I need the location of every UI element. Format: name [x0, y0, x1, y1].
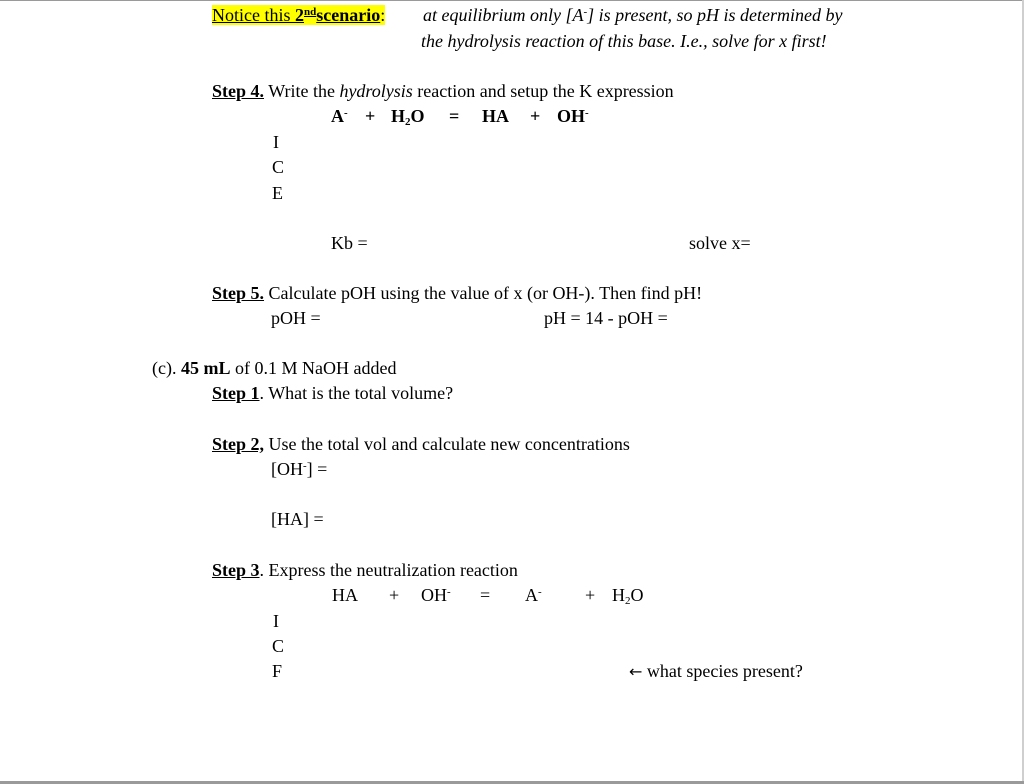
step4-label: Step 4. — [212, 81, 265, 101]
step2-oh-pre: [OH — [271, 459, 303, 479]
notice-line-1-sup: - — [583, 6, 588, 18]
step3-eq-plus-1: + — [389, 585, 400, 605]
notice-line-1-pre: at equilibrium only [A — [423, 5, 584, 25]
step4-heading — [212, 80, 674, 102]
notice-heading — [212, 4, 385, 26]
step5-heading — [212, 282, 702, 304]
step4-eq-oh-text: OH — [557, 106, 586, 126]
step4-eq-h2o-sub: 2 — [405, 116, 411, 128]
step3-heading — [212, 559, 518, 581]
step2-ha: [HA] = — [271, 509, 324, 529]
part-c-heading — [152, 357, 396, 379]
step4-text-italic: hydrolysis — [339, 81, 413, 101]
notice-ordinal: 2 — [295, 5, 304, 25]
step2-text: Use the total vol and calculate new concentrations — [264, 434, 630, 454]
step3-eq-ha: HA — [332, 585, 358, 605]
step3-icf-f: F — [272, 661, 283, 681]
step3-question: what species present? — [642, 661, 803, 681]
step3-species-note — [629, 660, 803, 683]
step4-eq-h2o-o: O — [410, 106, 425, 126]
step4-eq-oh — [557, 105, 589, 127]
step1-text: . What is the total volume? — [259, 383, 454, 403]
part-c-amount: 45 mL — [180, 358, 231, 378]
step4-eq-a — [331, 105, 348, 127]
step3-eq-oh — [421, 584, 451, 606]
step1-label: Step 1 — [212, 383, 260, 403]
step4-eq-ha: HA — [482, 106, 509, 126]
step5-label: Step 5. — [212, 283, 265, 303]
step3-icf-c: C — [272, 636, 285, 656]
step3-eq-h2o — [612, 584, 644, 606]
notice-ordinal-sup: nd — [304, 6, 317, 18]
step3-eq-plus-2: + — [585, 585, 596, 605]
notice-line-1-post: ] is present, so pH is determined by — [587, 5, 843, 25]
step5-text: Calculate pOH using the value of x (or OH-). Then find pH! — [264, 283, 703, 303]
step4-text-pre: Write the — [264, 81, 340, 101]
step5-ph: pH = 14 - pOH = — [544, 308, 668, 328]
step2-oh-sup: - — [303, 460, 307, 472]
step3-eq-equals: = — [480, 585, 491, 605]
step4-solve: solve x= — [689, 233, 751, 253]
step4-eq-h2o-h: H — [391, 106, 406, 126]
step3-eq-a-sup: - — [538, 586, 542, 598]
step4-eq-equals: = — [449, 106, 460, 126]
step3-eq-oh-text: OH — [421, 585, 447, 605]
step3-icf-i: I — [273, 611, 279, 631]
step2-oh — [271, 458, 327, 480]
notice-highlight — [212, 5, 385, 25]
step4-eq-plus-1: + — [365, 106, 376, 126]
step3-eq-a — [525, 584, 542, 606]
step4-ice-c: C — [272, 157, 285, 177]
step5-poh: pOH = — [271, 308, 321, 328]
step2-label: Step 2, — [212, 434, 265, 454]
notice-colon: : — [380, 5, 386, 25]
part-c-label: (c). — [152, 358, 181, 378]
part-c-text: of 0.1 M NaOH added — [230, 358, 397, 378]
notice-line-2: the hydrolysis reaction of this base. I.e., solve for x first! — [421, 31, 827, 51]
step4-eq-h2o — [391, 105, 425, 127]
step1-heading — [212, 382, 453, 404]
step4-eq-a-sup: - — [344, 107, 348, 119]
notice-line-1 — [423, 4, 842, 26]
step2-oh-post: ] = — [306, 459, 328, 479]
step2-heading — [212, 433, 630, 455]
step3-eq-h2o-h: H — [612, 585, 625, 605]
step3-eq-oh-sup: - — [447, 586, 451, 598]
step3-label: Step 3 — [212, 560, 260, 580]
step4-eq-plus-2: + — [530, 106, 541, 126]
step4-eq-oh-sup: - — [585, 107, 589, 119]
step3-eq-a-text: A — [525, 585, 538, 605]
step3-text: . Express the neutralization reaction — [259, 560, 518, 580]
step4-kb: Kb = — [331, 233, 368, 253]
step3-eq-h2o-o: O — [630, 585, 644, 605]
notice-word: scenario — [316, 5, 381, 25]
left-arrow-icon: ← — [629, 662, 643, 681]
step4-ice-i: I — [273, 132, 279, 152]
notice-prefix: Notice this — [212, 5, 295, 25]
step4-text-post: reaction and setup the K expression — [412, 81, 674, 101]
step3-eq-h2o-sub: 2 — [625, 595, 631, 607]
step4-eq-a-text: A — [331, 106, 344, 126]
step4-ice-e: E — [272, 183, 283, 203]
page-top-border — [0, 0, 1024, 1]
